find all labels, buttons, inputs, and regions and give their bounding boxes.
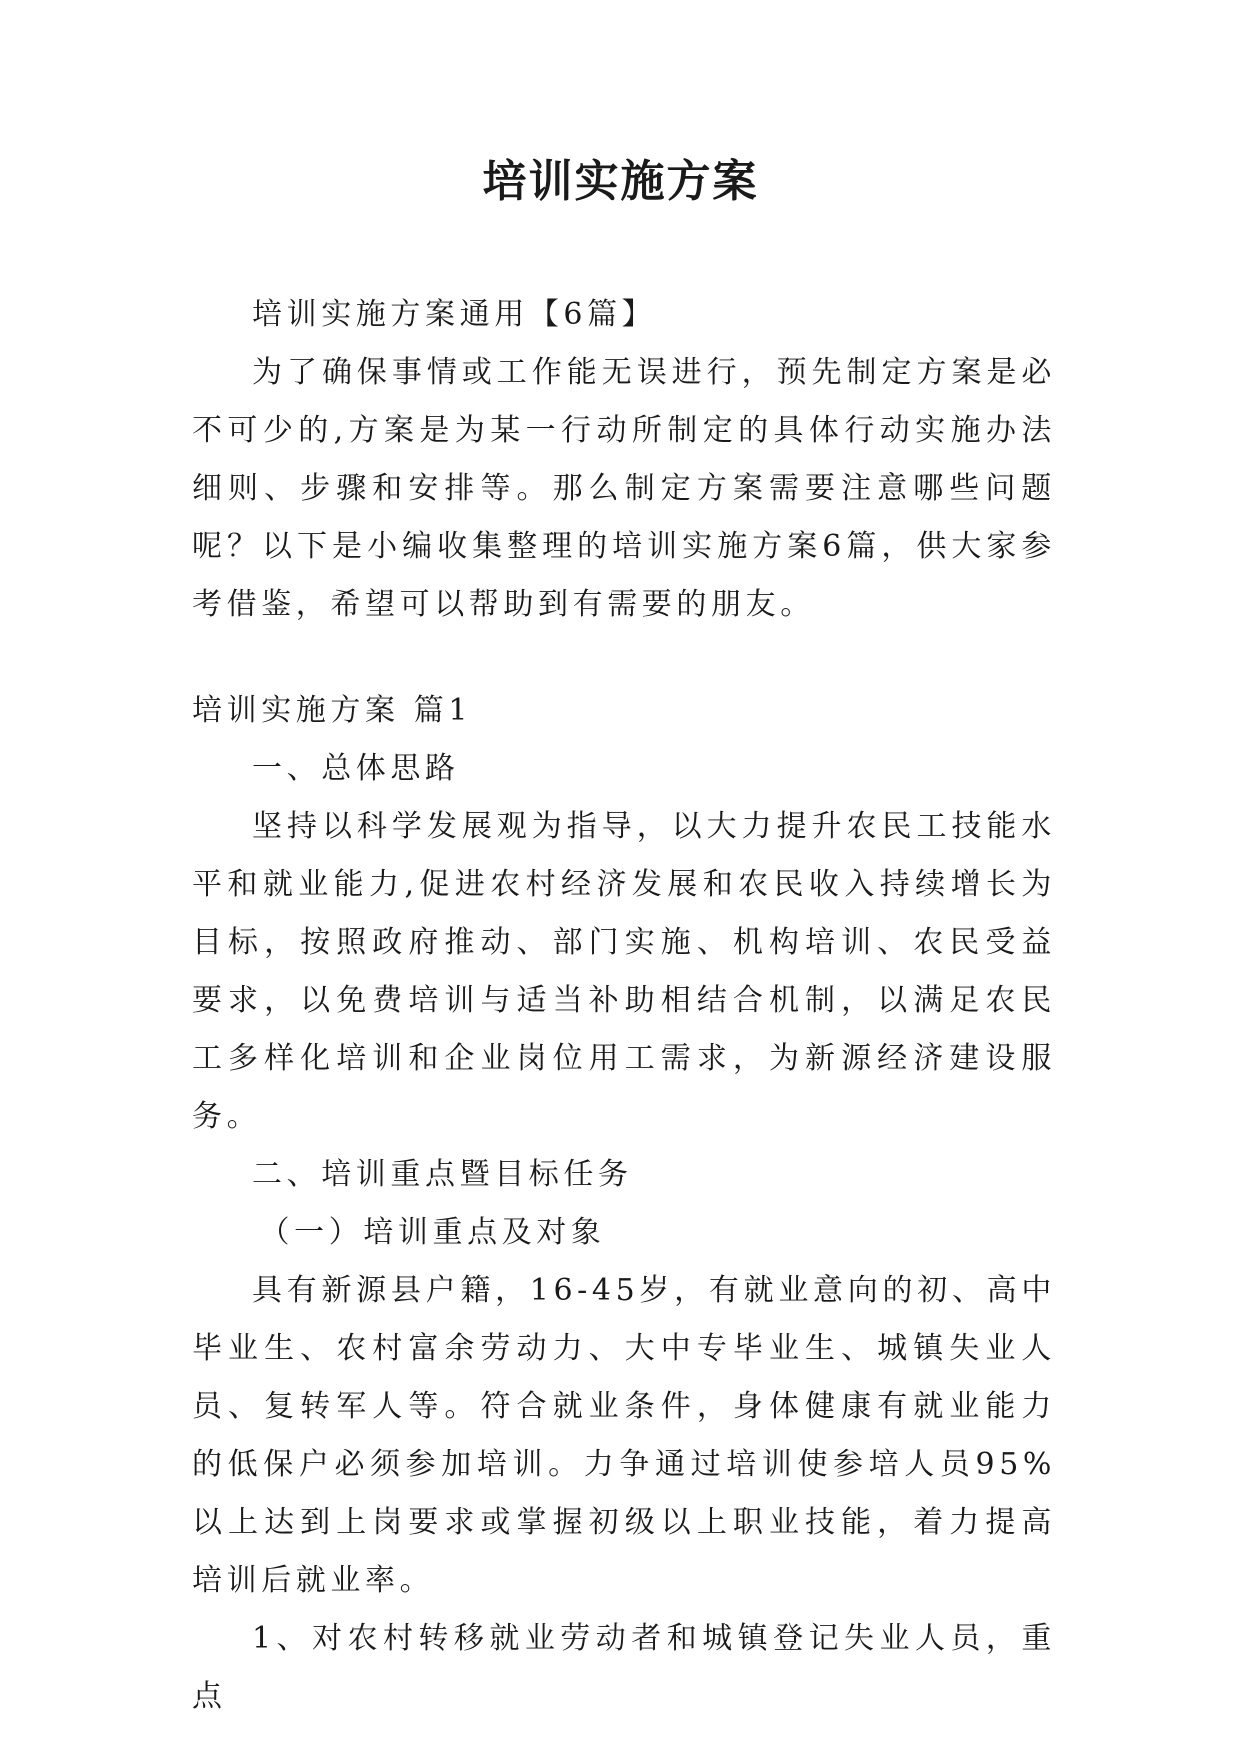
document-body [192,286,1056,1726]
section1-heading: 一、总体思路 [252,751,460,786]
intro-paragraph: 为了确保事情或工作能无误进行，预先制定方案是必不可少的,方案是为某一行动所制定的具体行动实施办法细则、步骤和安排等。那么制定方案需要注意哪些问题呢？以下是小编收集整理的培训实施方案6篇，供大家参考借鉴，希望可以帮助到有需要的朋友。 [192,355,1056,622]
document-title: 培训实施方案 [482,156,759,207]
section1-paragraph: 坚持以科学发展观为指导，以大力提升农民工技能水平和就业能力,促进农村经济发展和农民收入持续增长为目标，按照政府推动、部门实施、机构培训、农民受益要求，以免费培训与适当补助相结合机制，以满足农民工多样化培训和企业岗位用工需求，为新源经济建设服务。 [192,809,1056,1134]
section2-heading: 二、培训重点暨目标任务 [252,1157,633,1192]
part-title: 培训实施方案 篇1 [192,693,473,728]
section2-sub1-heading: （一）培训重点及对象 [259,1215,606,1250]
document-subtitle: 培训实施方案通用【6篇】 [252,297,657,332]
section2-sub1-paragraph: 具有新源县户籍，16-45岁，有就业意向的初、高中毕业生、农村富余劳动力、大中专毕业生、城镇失业人员、复转军人等。符合就业条件，身体健康有就业能力的低保户必须参加培训。力争通过培训使参培人员95%以上达到上岗要求或掌握初级以上职业技能，着力提高培训后就业率。 [192,1273,1056,1598]
item1-paragraph: 1、对农村转移就业劳动者和城镇登记失业人员，重点 [192,1621,1056,1714]
